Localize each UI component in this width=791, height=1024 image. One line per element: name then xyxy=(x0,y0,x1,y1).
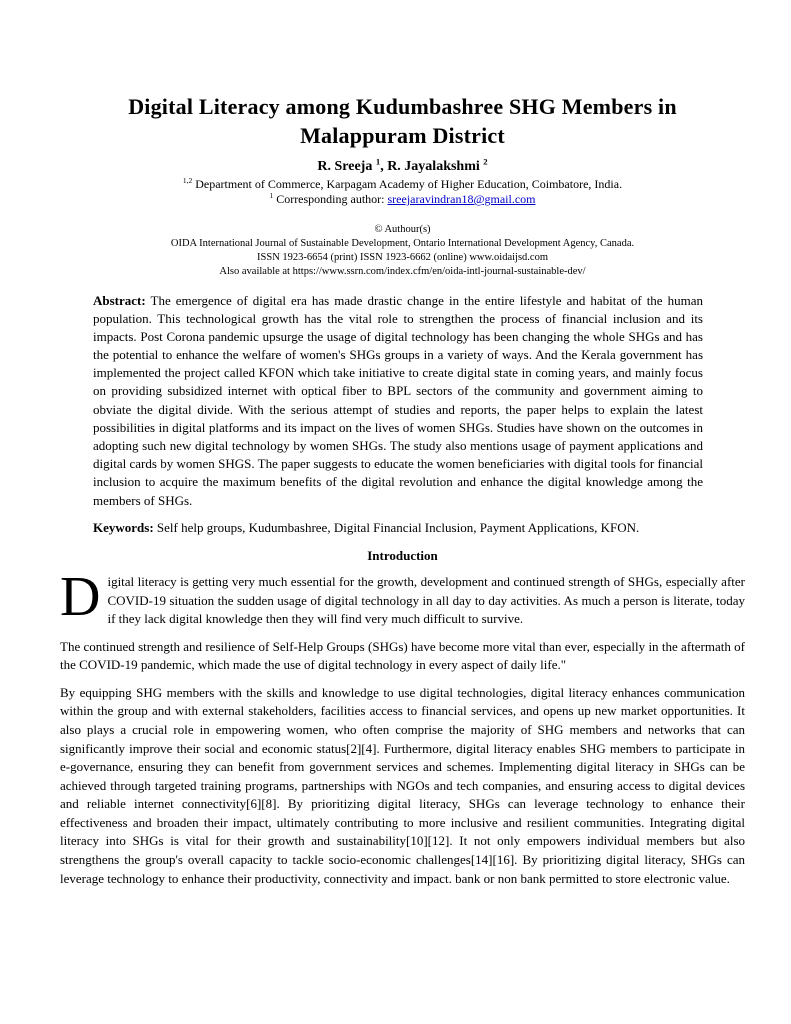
corresponding-email-link[interactable]: sreejaravindran18@gmail.com xyxy=(387,192,536,207)
keywords-text: Self help groups, Kudumbashree, Digital Financial Inclusion, Payment Applications, KFON. xyxy=(153,519,640,535)
keywords-paragraph xyxy=(93,519,703,537)
journal-name-line: OIDA International Journal of Sustainable Development, Ontario International Development Agency, Canada. xyxy=(170,237,635,249)
author-2-name: R. Jayalakshmi xyxy=(387,159,484,175)
affiliation-text: Department of Commerce, Karpagam Academy of Higher Education, Coimbatore, India. xyxy=(192,177,623,192)
corresponding-label: Corresponding author: xyxy=(273,192,388,207)
abstract-text: The emergence of digital era has made drastic change in the entire lifestyle and habitat of the human population. This technological growth has the vital role to strengthen the process of financial inclusion and its impacts. Post Corona pandemic upsurge the usage of digital technology has been changing the whole SHGs and has the potential to enhance the welfare of women's SHGs groups in a variety of ways. And the Kerala government has implemented the project called KFON which take initiative to create digital state in coming years, and mainly focus on providing subsidized internet with optical fiber to BPL sectors of the community and government aiming to obviate the digital divide. With the serious attempt of studies and reports, the paper helps to explain the latest possibilities in digital platforms and its impact on the lives of women SHGs. Studies have shown on the outcomes in adopting such new digital technology by women SHGs. The study also mentions usage of payment applications and digital cards by women SHGS. The paper suggests to educate the women beneficiaries with digital tools for financial inclusion to acquire the maximum benefits of the digital revolution and enhance the digital knowledge among the members of SHGs. xyxy=(93,292,703,508)
corresponding-superscript: 1 xyxy=(269,191,274,201)
paper-title xyxy=(60,92,745,150)
dropcap-letter: D xyxy=(60,565,101,628)
abstract-paragraph xyxy=(93,292,703,510)
introduction-paragraph-2: The continued strength and resilience of Self-Help Groups (SHGs) have become more vital than ever, especially in the aftermath of the COVID-19 pandemic, which made the use of digital technology in every aspect of daily life." xyxy=(60,638,745,673)
journal-imprint xyxy=(60,223,745,278)
copyright-line: © Authour(s) xyxy=(374,224,431,236)
introduction-paragraph-3: By equipping SHG members with the skills and knowledge to use digital technologies, digital literacy enhances communication within the group and with external stakeholders, facilities access to financial services, and opens up new market opportunities. It also plays a crucial role in empowering women, who often comprise the majority of SHG members and networks that can significantly improve their social and economic status[2][4]. Furthermore, digital literacy enables SHG members to participate in e-governance, ensuring they can benefit from government services and schemes. Implementing digital literacy in SHGs can be achieved through targeted training programs, partnerships with NGOs and tech companies, and ensuring access to digital devices and reliable internet connectivity[6][8]. By prioritizing digital literacy, SHGs can leverage technology to enhance their effectiveness and broaden their impact, ultimately contributing to more inclusive and resilient communities. Integrating digital literacy into SHGs is vital for their growth and sustainability[10][12]. It not only empowers individual members but also strengthens the group's overall capacity to tackle socio-economic challenges[14][16]. By prioritizing digital literacy, SHGs can leverage technology to enhance their productivity, connectivity and impact. bank or non bank permitted to store electronic value. xyxy=(60,684,745,886)
keywords-label: Keywords: xyxy=(93,519,154,535)
authors-separator: , xyxy=(380,159,388,175)
availability-line: Also available at https://www.ssrn.com/index.cfm/en/oida-intl-journal-sustainable-dev/ xyxy=(219,265,586,277)
author-2-superscript: 2 xyxy=(483,156,488,167)
author-1-superscript: 1 xyxy=(375,156,381,167)
author-1-name: R. Sreeja xyxy=(317,159,376,175)
introduction-heading: Introduction xyxy=(367,547,438,563)
authors-line xyxy=(60,156,745,175)
abstract-label: Abstract: xyxy=(93,292,146,308)
paper-title-line-1: Digital Literacy among Kudumbashree SHG Members in xyxy=(128,94,677,119)
paper-title-line-2: Malappuram District xyxy=(300,123,505,149)
introduction-paragraph-1-text: igital literacy is getting very much essential for the growth, development and continued strength of SHGs, especially after COVID-19 situation the sudden usage of digital technology in all day to day activities. As much a person is literate, today if they lack digital knowledge then they will find very much difficult to survive. xyxy=(107,573,745,627)
introduction-paragraph-1 xyxy=(60,565,745,629)
affiliation-superscript: 1,2 xyxy=(182,176,193,186)
corresponding-author-line xyxy=(60,192,745,207)
issn-line: ISSN 1923-6654 (print) ISSN 1923-6662 (online) www.oidaijsd.com xyxy=(257,251,548,263)
affiliation-line xyxy=(60,177,745,192)
